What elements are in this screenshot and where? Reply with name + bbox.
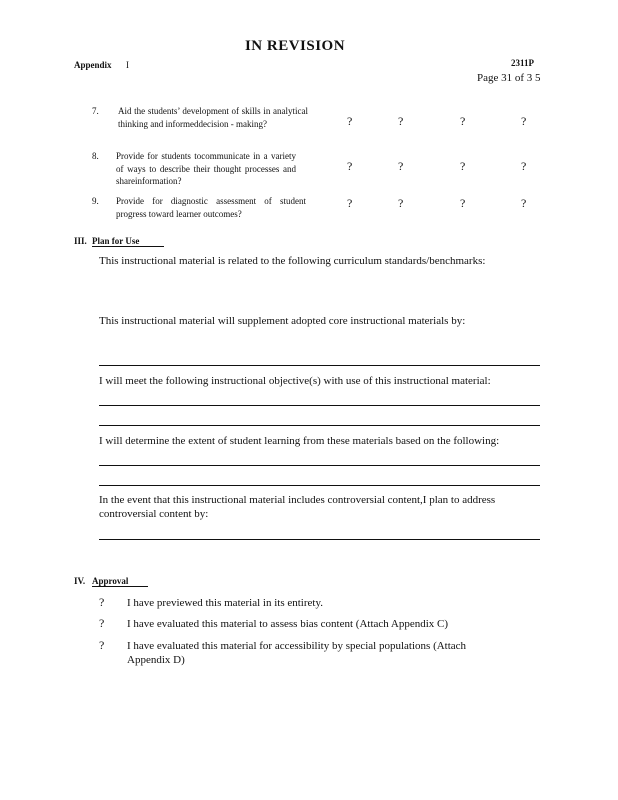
- approval-text: I have evaluated this material to assess bias content (Attach Appendix C): [127, 618, 449, 630]
- document-title: IN REVISION: [244, 38, 346, 54]
- question-number: 8.: [92, 151, 99, 161]
- plan-paragraph-standards: This instructional material is related to the following curriculum standards/benchmarks:: [99, 255, 486, 267]
- page-number: Page 31 of 3 5: [477, 72, 541, 84]
- rating-checkbox[interactable]: ?: [460, 159, 466, 173]
- answer-line[interactable]: [99, 425, 540, 426]
- approval-checkbox[interactable]: ?: [99, 595, 105, 609]
- rating-checkbox[interactable]: ?: [398, 159, 404, 173]
- document-code: 2311P: [511, 58, 535, 68]
- answer-line[interactable]: [99, 465, 540, 466]
- plan-paragraph-objectives: I will meet the following instructional objective(s) with use of this instructional material:: [99, 375, 491, 387]
- approval-checkbox[interactable]: ?: [99, 616, 105, 630]
- section-heading: Approval: [92, 576, 148, 587]
- question-number: 7.: [92, 106, 99, 116]
- rating-checkbox[interactable]: ?: [521, 196, 527, 210]
- appendix-label: Appendix: [74, 60, 112, 70]
- rating-checkbox[interactable]: ?: [521, 159, 527, 173]
- rating-checkbox[interactable]: ?: [460, 114, 466, 128]
- rating-checkbox[interactable]: ?: [347, 114, 353, 128]
- section-number: IV.: [74, 576, 86, 586]
- section-heading: Plan for Use: [92, 236, 164, 247]
- rating-checkbox[interactable]: ?: [347, 196, 353, 210]
- rating-checkbox[interactable]: ?: [460, 196, 466, 210]
- answer-line[interactable]: [99, 485, 540, 486]
- rating-checkbox[interactable]: ?: [347, 159, 353, 173]
- rating-checkbox[interactable]: ?: [398, 114, 404, 128]
- answer-line[interactable]: [99, 405, 540, 406]
- plan-paragraph-supplement: This instructional material will supplement adopted core instructional materials by:: [99, 315, 466, 327]
- question-text: Provide for diagnostic assessment of student progress toward learner outcomes?: [116, 196, 306, 219]
- question-number: 9.: [92, 196, 99, 206]
- appendix-number: I: [126, 60, 129, 70]
- answer-line[interactable]: [99, 539, 540, 540]
- approval-checkbox[interactable]: ?: [99, 638, 105, 652]
- rating-checkbox[interactable]: ?: [521, 114, 527, 128]
- approval-text: I have previewed this material in its entirety.: [127, 597, 323, 609]
- rating-checkbox[interactable]: ?: [398, 196, 404, 210]
- approval-text: I have evaluated this material for accessibility by special populations (Attach Appendix D): [127, 640, 467, 666]
- question-text: Aid the students’ development of skills in analytical thinking and informeddecision - making?: [118, 106, 308, 129]
- plan-paragraph-controversial: In the event that this instructional material includes controversial content,I plan to address controversial content by:: [99, 494, 496, 520]
- answer-line[interactable]: [99, 365, 540, 366]
- section-number: III.: [74, 236, 87, 246]
- question-text: Provide for students tocommunicate in a variety of ways to describe their thought processes and shareinformation?: [116, 151, 296, 186]
- plan-paragraph-assessment: I will determine the extent of student learning from these materials based on the following:: [99, 435, 500, 447]
